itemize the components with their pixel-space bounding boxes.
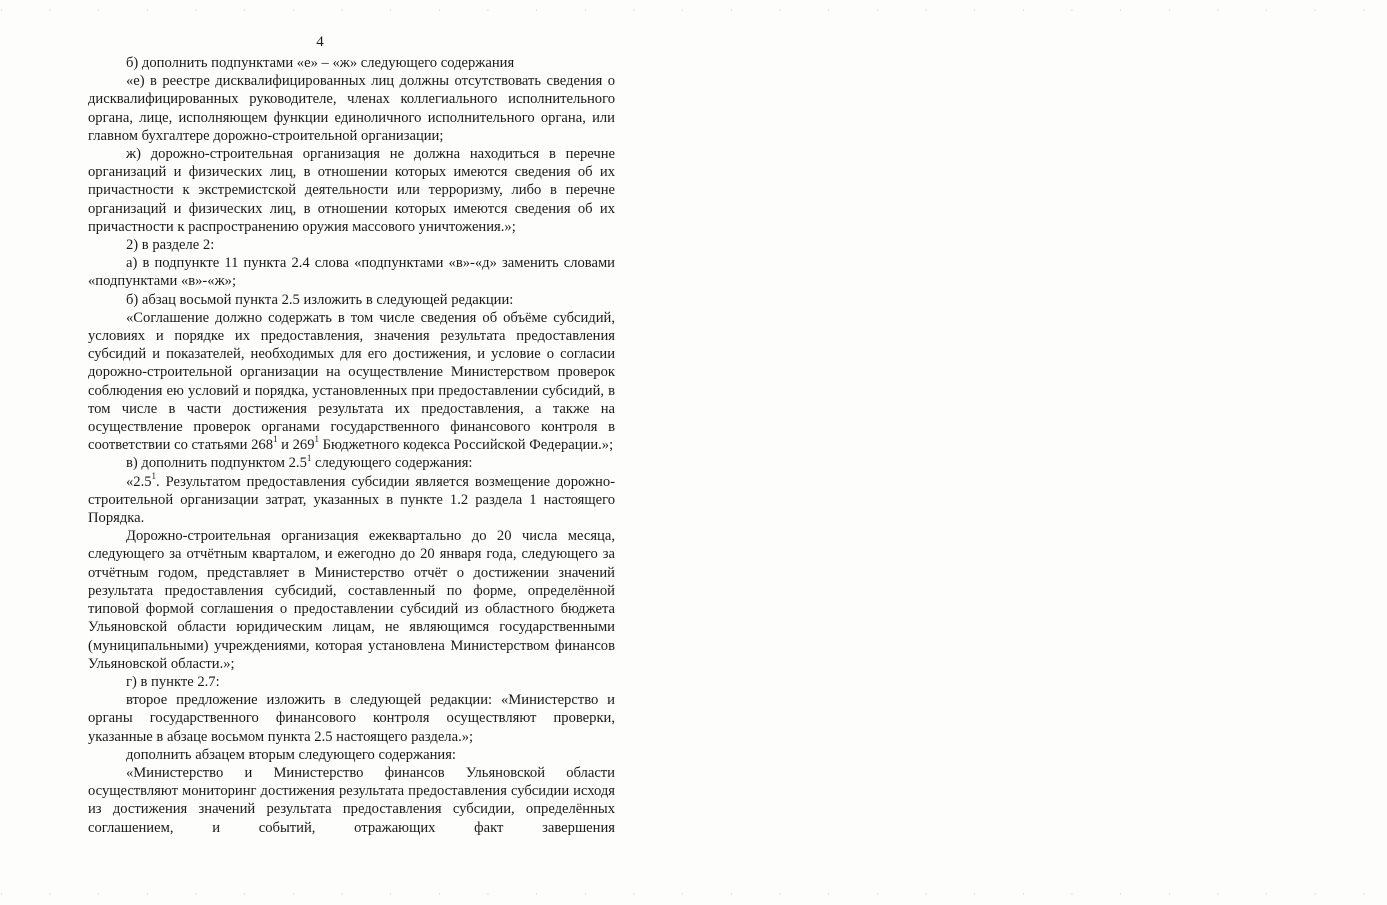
paragraph: ж) дорожно-строительная организация не должна находиться в перечне организаций и физических лиц, в отношении которых имеются сведения об их причастности к экстремистской деятельности или терроризму, либо в перечне организаций и физических лиц, в отношении которых имеются сведения об их причастности к распространению оружия массового уничтожения.»; — [88, 146, 615, 235]
text-run: . Результатом предоставления субсидии является возмещение дорожно-строительной организации затрат, указанных в пункте 1.2 раздела 1 настоящего Порядка. — [88, 473, 615, 527]
text-run: в) дополнить подпунктом 2.5 — [126, 455, 307, 472]
text-run: следующего содержания: — [311, 455, 473, 472]
scan-artifact-top: · · · · · · · · · · · · · · · · · · · · · · · · · · · · · — [0, 6, 1387, 15]
text-run: Бюджетного кодекса Российской Федерации.»; — [319, 437, 614, 454]
superscript: 1 — [314, 434, 319, 445]
scan-artifact-bottom: · · · · · · · · · · · · · · · · · · · · · · · · · · · · · — [0, 890, 1387, 899]
page-number: 4 — [316, 34, 324, 50]
superscript: 1 — [151, 470, 157, 481]
paragraph: г) в пункте 2.7: — [126, 673, 220, 690]
paragraph: «е) в реестре дисквалифицированных лиц должны отсутствовать сведения о дисквалифицированных руководителе, членах коллегиального исполнительного органа, лице, исполняющем функции единоличного исполнительного органа, или главном бухгалтере дорожно-строительной организации; — [88, 73, 615, 144]
text-run: «Соглашение должно содержать в том числе сведения об объёме субсидий, условиях и порядке их предоставления, значения результата предоставления субсидий и показателей, необходимых для его достижения, и условие о согласии дорожно-строительной организации на осуществление Министерством проверок соблюдения ею условий и порядка, установленных при предоставлении субсидий, в том числе в части достижения результата их предоставления, а также на осуществление проверок органами государственного финансового контроля в соответствии со статьями 268 — [88, 309, 615, 454]
paragraph: а) в подпункте 11 пункта 2.4 слова «подпунктами «в»-«д» заменить словами «подпунктами «в»-«ж»; — [88, 255, 615, 290]
paragraph: «Министерство и Министерство финансов Ульяновской области осуществляют мониторинг достижения результата предоставления субсидии исходя из достижения значений результата предоставления субсидии, определённых соглашением, и событий, отражающих факт завершения — [88, 764, 615, 836]
paragraph — [88, 309, 615, 455]
paragraph: б) абзац восьмой пункта 2.5 изложить в следующей редакции: — [126, 291, 514, 308]
text-run: «2.5 — [126, 473, 152, 490]
superscript: 1 — [306, 452, 312, 463]
paragraph: дополнить абзацем вторым следующего содержания: — [126, 746, 456, 763]
superscript: 1 — [273, 434, 278, 445]
paragraph: б) дополнить подпунктами «е» – «ж» следующего содержания — [126, 55, 515, 71]
paragraph: второе предложение изложить в следующей редакции: «Министерство и органы государственного финансового контроля осуществляют проверки, указанные в абзаце восьмом пункта 2.5 настоящего раздела.»; — [88, 692, 615, 745]
document-body — [88, 54, 615, 837]
paragraph: 2) в разделе 2: — [126, 237, 215, 254]
paragraph — [88, 454, 615, 472]
text-run: и 269 — [277, 437, 315, 454]
paragraph — [88, 470, 615, 528]
paragraph: Дорожно-строительная организация ежеквартально до 20 числа месяца, следующего за отчётным кварталом, и ежегодно до 20 января года, следующего за отчётным годом, представляет в Министерство отчёт о достижении значений результата предоставления субсидий, составленный по форме, определённой типовой формой соглашения о предоставлении субсидий из областного бюджета Ульяновской области юридическим лицам, не являющимся государственными (муниципальными) учреждениями, которая установлена Министерством финансов Ульяновской области.»; — [88, 528, 615, 672]
